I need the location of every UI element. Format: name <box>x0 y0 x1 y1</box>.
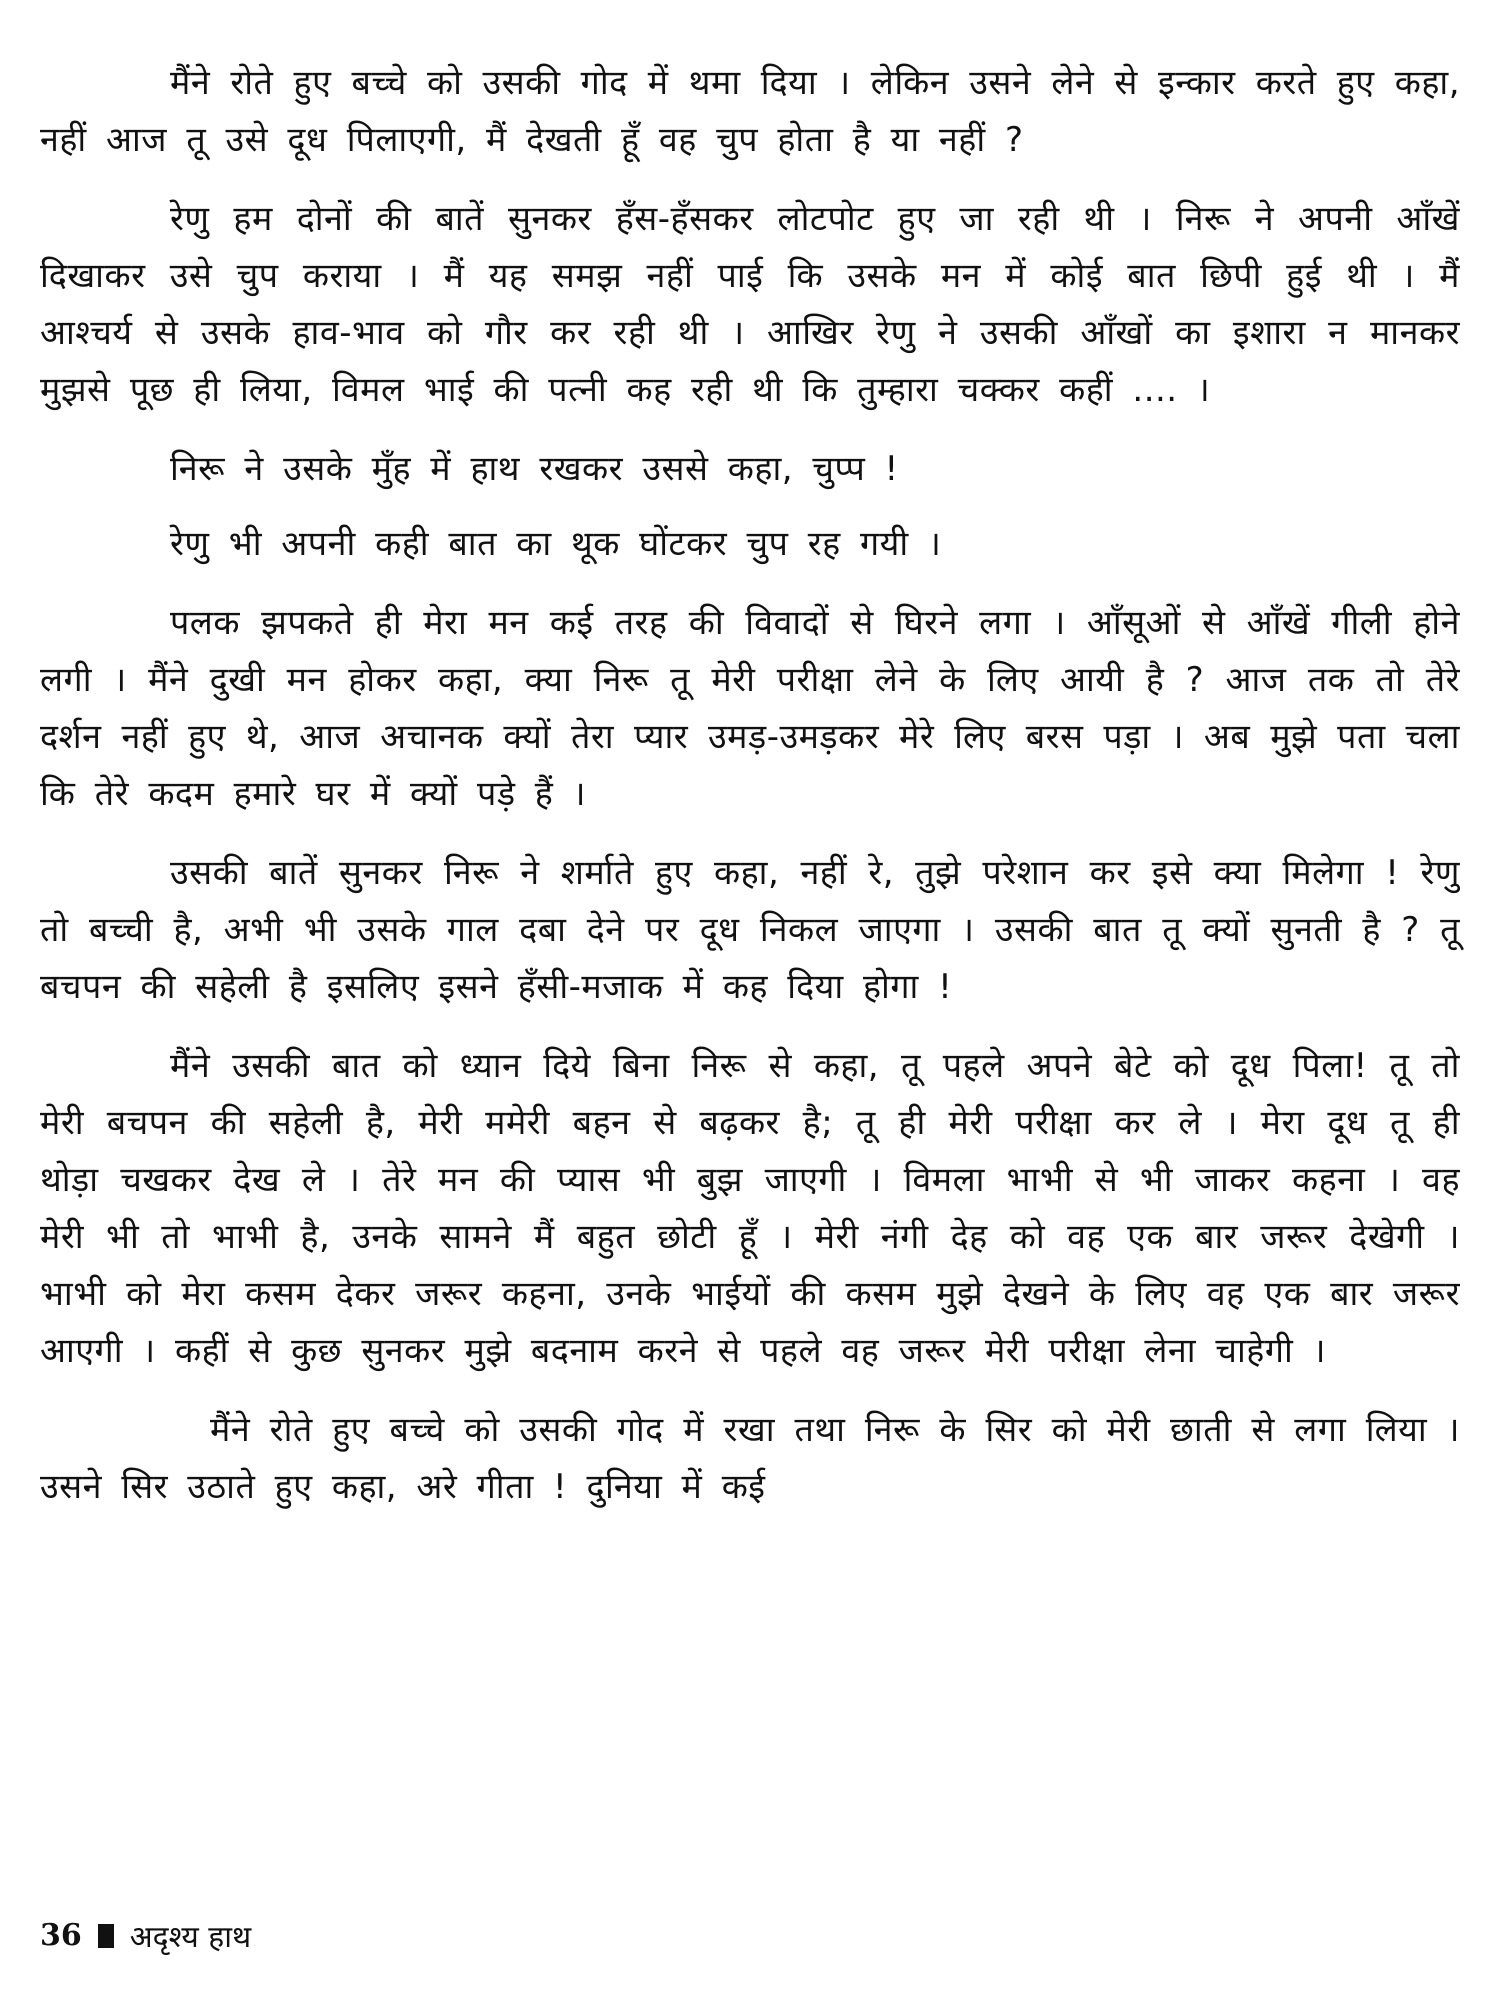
paragraph-5: पलक झपकते ही मेरा मन कई तरह की विवादों से घिरने लगा । आँसूओं से आँखें गीली होने लगी । मैंने दुखी मन होकर कहा, क्या निरू तू मेरी परीक्षा लेने के लिए आयी है ? आज तक तो तेरे दर्शन नहीं हुए थे, आज अचानक क्यों तेरा प्यार उमड़-उमड़कर मेरे लिए बरस पड़ा । अब मुझे पता चला कि तेरे कदम हमारे घर में क्यों पड़े हैं । <box>40 603 1460 814</box>
body-text <box>40 55 1460 1538</box>
paragraph-8: मैंने रोते हुए बच्चे को उसकी गोद में रखा तथा निरू के सिर को मेरी छाती से लगा लिया । उसने सिर उठाते हुए कहा, अरे गीता ! दुनिया में कई <box>40 1410 1460 1507</box>
square-bullet-icon <box>98 1924 114 1948</box>
paragraph-1: मैंने रोते हुए बच्चे को उसकी गोद में थमा दिया । लेकिन उसने लेने से इन्कार करते हुए कहा, नहीं आज तू उसे दूध पिलाएगी, मैं देखती हूँ वह चुप होता है या नहीं ? <box>40 63 1460 160</box>
paragraph-7: मैंने उसकी बात को ध्यान दिये बिना निरू से कहा, तू पहले अपने बेटे को दूध पिला! तू तो मेरी बचपन की सहेली है, मेरी ममेरी बहन से बढ़कर है; तू ही मेरी परीक्षा कर ले । मेरा दूध तू ही थोड़ा चखकर देख ले । तेरे मन की प्यास भी बुझ जाएगी । विमला भाभी से भी जाकर कहना । वह मेरी भी तो भाभी है, उनके सामने मैं बहुत छोटी हूँ । मेरी नंगी देह को वह एक बार जरूर देखेगी । भाभी को मेरा कसम देकर जरूर कहना, उनके भाईयों की कसम मुझे देखने के लिए वह एक बार जरूर आएगी । कहीं से कुछ सुनकर मुझे बदनाम करने से पहले वह जरूर मेरी परीक्षा लेना चाहेगी । <box>40 1046 1460 1371</box>
page-footer <box>40 1915 251 1956</box>
paragraph-4: रेणु भी अपनी कही बात का थूक घोंटकर चुप रह गयी । <box>170 524 942 564</box>
paragraph-3: निरू ने उसके मुँह में हाथ रखकर उससे कहा, चुप्प ! <box>170 449 899 489</box>
paragraph-6: उसकी बातें सुनकर निरू ने शर्माते हुए कहा, नहीं रे, तुझे परेशान कर इसे क्या मिलेगा ! रेणु तो बच्ची है, अभी भी उसके गाल दबा देने पर दूध निकल जाएगा । उसकी बात तू क्यों सुनती है ? तू बचपन की सहेली है इसलिए इसने हँसी-मजाक में कह दिया होगा ! <box>40 853 1460 1007</box>
paragraph-2: रेणु हम दोनों की बातें सुनकर हँस-हँसकर लोटपोट हुए जा रही थी । निरू ने अपनी आँखें दिखाकर उसे चुप कराया । मैं यह समझ नहीं पाई कि उसके मन में कोई बात छिपी हुई थी । मैं आश्चर्य से उसके हाव-भाव को गौर कर रही थी । आखिर रेणु ने उसकी आँखों का इशारा न मानकर मुझसे पूछ ही लिया, विमल भाई की पत्नी कह रही थी कि तुम्हारा चक्कर कहीं .... । <box>40 199 1460 410</box>
page-number: 36 <box>40 1918 82 1953</box>
book-title: अदृश्य हाथ <box>129 1920 252 1955</box>
